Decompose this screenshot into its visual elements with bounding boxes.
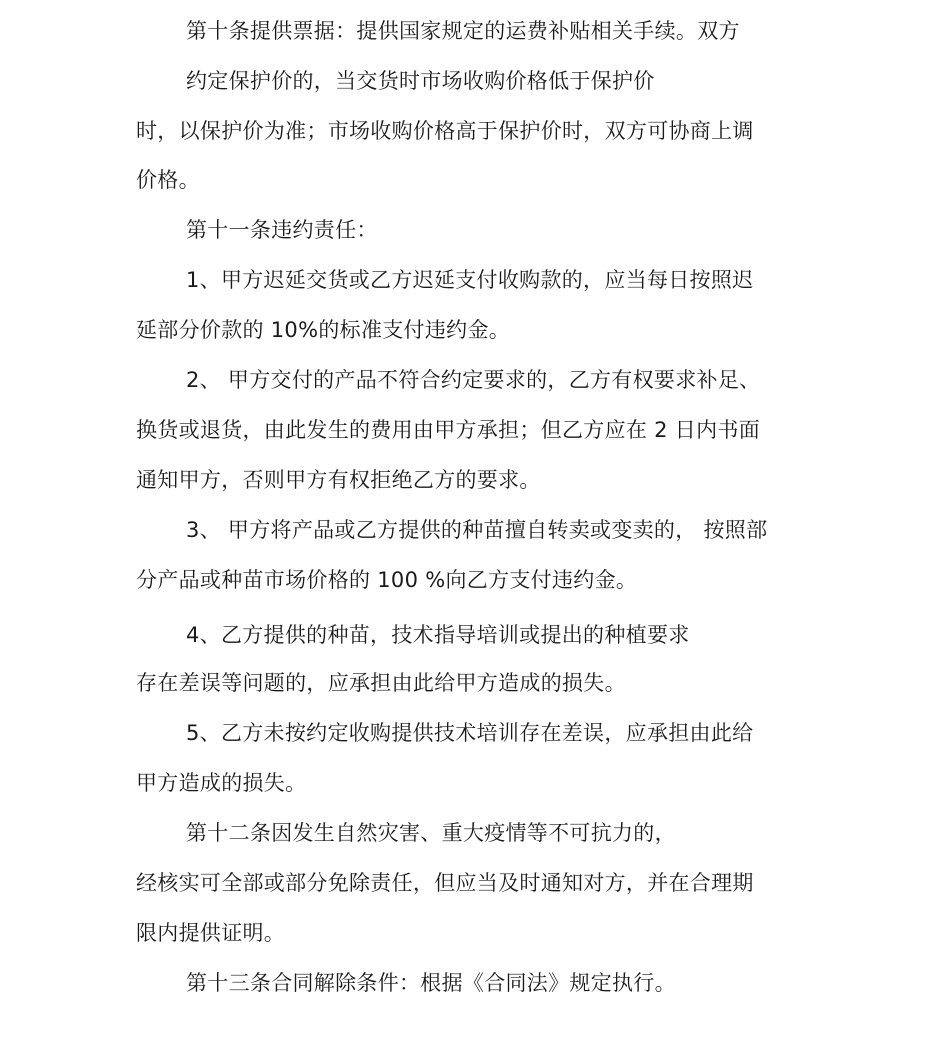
clause-5-line-1: 5、乙方未按约定收购提供技术培训存在差误，应承担由此给 [186, 721, 754, 745]
clause-3-line-2: 分产品或种苗市场价格的 100 %向乙方支付违约金。 [136, 568, 638, 592]
clause-5-line-2: 甲方造成的损失。 [136, 771, 307, 795]
clause-1-line-2: 延部分价款的 10%的标准支付违约金。 [136, 318, 511, 342]
clause-3-line-1: 3、 甲方将产品或乙方提供的种苗擅自转卖或变卖的， 按照部 [186, 518, 768, 542]
article-10-line-2: 约定保护价的，当交货时市场收购价格低于保护价 [186, 69, 655, 93]
article-11-heading: 第十一条违约责任： [186, 218, 378, 242]
article-12-line-1: 第十二条因发生自然灾害、重大疫情等不可抗力的， [186, 821, 676, 845]
article-10-line-1: 第十条提供票据：提供国家规定的运费补贴相关手续。双方 [186, 19, 740, 43]
clause-4-line-1: 4、乙方提供的种苗，技术指导培训或提出的种植要求 [186, 623, 690, 647]
article-12-line-2: 经核实可全部或部分免除责任，但应当及时通知对方，并在合理期 [136, 871, 754, 895]
article-10-line-4: 价格。 [136, 168, 200, 192]
clause-2-line-1: 2、 甲方交付的产品不符合约定要求的，乙方有权要求补足、 [186, 368, 761, 392]
article-13-line-1: 第十三条合同解除条件：根据《合同法》规定执行。 [186, 971, 676, 995]
clause-2-line-2: 换货或退货，由此发生的费用由甲方承担；但乙方应在 2 日内书面 [136, 418, 761, 442]
clause-2-line-3: 通知甲方，否则甲方有权拒绝乙方的要求。 [136, 468, 541, 492]
article-10-line-3: 时，以保护价为准；市场收购价格高于保护价时，双方可协商上调 [136, 119, 754, 143]
clause-1-line-1: 1、甲方迟延交货或乙方迟延支付收购款的，应当每日按照迟 [186, 268, 754, 292]
clause-4-line-2: 存在差误等问题的，应承担由此给甲方造成的损失。 [136, 671, 626, 695]
article-12-line-3: 限内提供证明。 [136, 921, 286, 945]
